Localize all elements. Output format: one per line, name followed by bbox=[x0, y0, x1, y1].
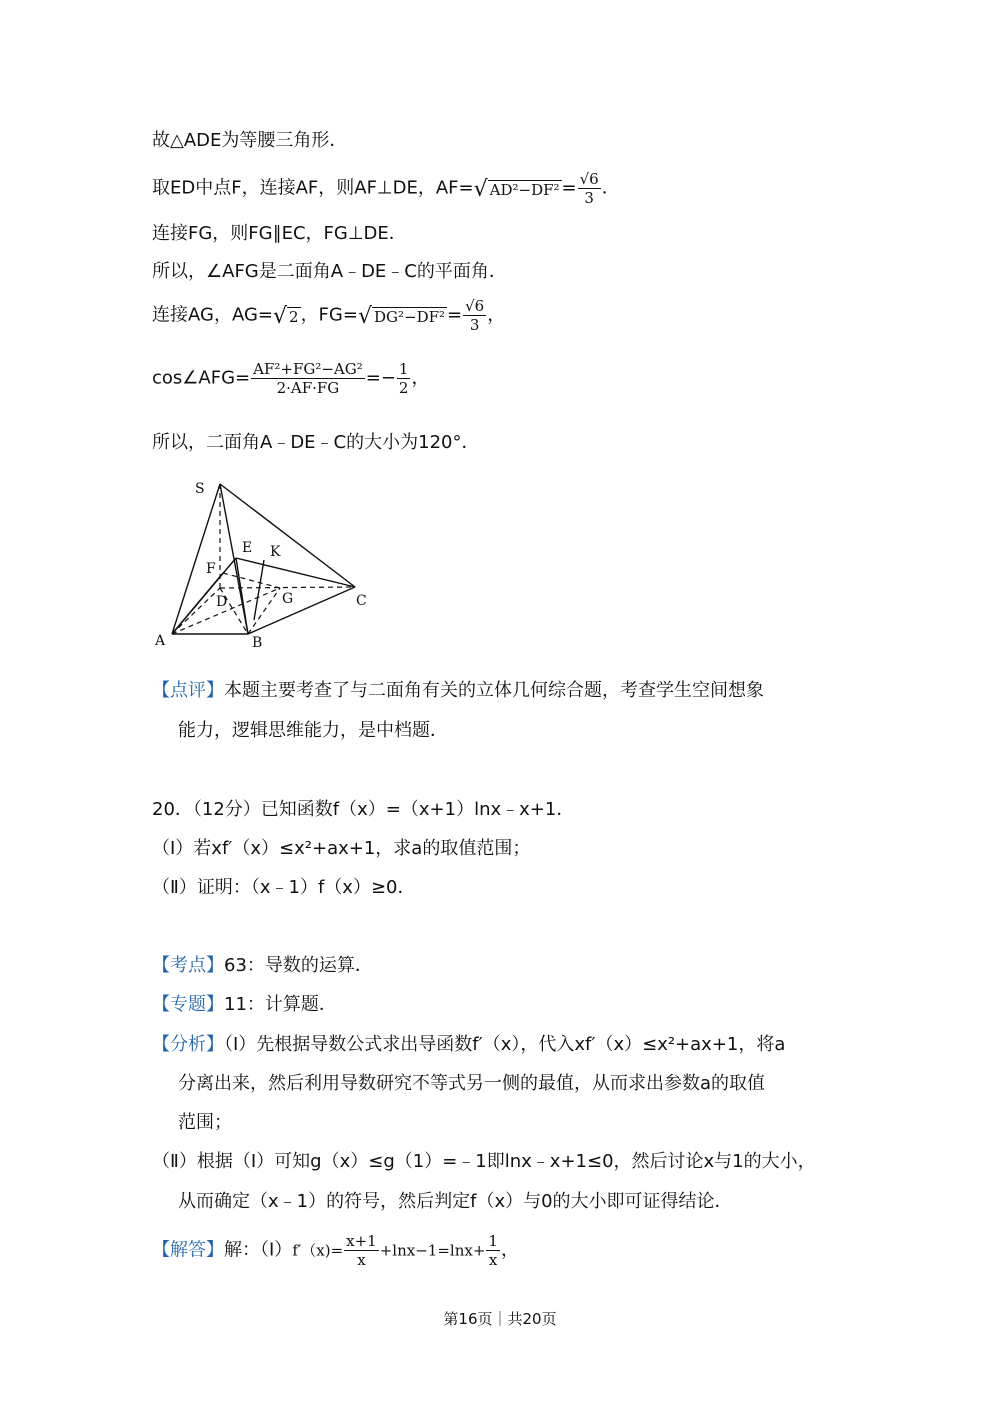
numerator: x+1 bbox=[346, 1232, 377, 1250]
comment-text: 本题主要考查了与二面角有关的立体几何综合题，考查学生空间想象 bbox=[224, 680, 764, 701]
fenxi-line bbox=[178, 1189, 733, 1215]
fraction bbox=[486, 1232, 500, 1269]
line-text: 所以，∠AFG是二面角A﹣DE﹣C的平面角． bbox=[152, 261, 507, 282]
fraction bbox=[344, 1232, 379, 1269]
denominator: 3 bbox=[584, 189, 594, 207]
zhuanti-tag: 【专题】 bbox=[152, 994, 224, 1015]
punct: ， bbox=[411, 367, 430, 389]
problem-title: 20．（12分）已知函数f（x）=（x+1）lnx﹣x+1． bbox=[152, 799, 575, 820]
dash-FG bbox=[223, 573, 280, 588]
zhuanti-text: 11：计算题． bbox=[224, 994, 337, 1015]
fenxi-line bbox=[178, 1071, 765, 1097]
line-text: 取ED中点F，连接AF，则AF⊥DE，AF= bbox=[152, 177, 474, 199]
jieda-line bbox=[152, 1232, 519, 1269]
label-G: G bbox=[282, 591, 294, 607]
fenxi-line bbox=[152, 1149, 816, 1175]
equals: = bbox=[561, 177, 577, 199]
text-line bbox=[152, 297, 505, 334]
text-line bbox=[152, 259, 507, 285]
equals: =− bbox=[365, 367, 396, 389]
line-text: cos∠AFG= bbox=[152, 367, 251, 389]
label-A: A bbox=[155, 633, 166, 649]
comment-tag: 【点评】 bbox=[152, 680, 224, 701]
numerator: AF²+FG²−AG² bbox=[253, 360, 363, 378]
label-D: D bbox=[216, 594, 228, 610]
equals: = bbox=[447, 304, 463, 326]
label-F: F bbox=[206, 561, 216, 577]
line-text: 故△ADE为等腰三角形． bbox=[152, 130, 348, 151]
jieda-text: 解：（Ⅰ） bbox=[224, 1239, 293, 1261]
numerator: √6 bbox=[579, 170, 599, 188]
problem-part2: （Ⅱ）证明：（x﹣1）f（x）≥0． bbox=[152, 877, 416, 898]
label-K: K bbox=[270, 544, 281, 560]
denominator: 2·AF·FG bbox=[276, 379, 340, 397]
problem-part1: （Ⅰ）若xf′（x）≤x²+ax+1，求a的取值范围； bbox=[152, 838, 531, 859]
line-text: 连接FG，则FG∥EC，FG⊥DE． bbox=[152, 223, 407, 244]
sqrt-expression: √ 2 bbox=[272, 303, 299, 329]
jieda-math: +lnx−1=lnx+ bbox=[379, 1241, 486, 1260]
denominator: x bbox=[357, 1251, 366, 1269]
numerator: √6 bbox=[465, 297, 485, 315]
label-E: E bbox=[242, 540, 253, 556]
sqrt-argument: 2 bbox=[289, 307, 299, 326]
fraction bbox=[463, 297, 486, 334]
fenxi-line bbox=[152, 1032, 785, 1058]
text-line bbox=[152, 360, 429, 397]
jieda-tag: 【解答】 bbox=[152, 1239, 224, 1261]
text-line bbox=[152, 430, 479, 456]
line-text: ，FG= bbox=[300, 304, 358, 326]
sqrt-expression: √ AD²−DF² bbox=[473, 176, 560, 202]
denominator: 2 bbox=[398, 379, 409, 397]
fenxi-line bbox=[178, 1110, 232, 1136]
fenxi-text: 分离出来，然后利用导数研究不等式另一侧的最值，从而求出参数a的取值 bbox=[178, 1073, 766, 1094]
fenxi-text: 从而确定（x﹣1）的符号，然后判定f（x）与0的大小即可证得结论． bbox=[178, 1191, 733, 1212]
numerator: 1 bbox=[398, 360, 409, 378]
text-line bbox=[152, 170, 620, 207]
fenxi-text: 范围； bbox=[178, 1112, 232, 1133]
sqrt-argument: DG²−DF² bbox=[373, 307, 446, 326]
fraction bbox=[397, 360, 411, 397]
edge-SA bbox=[172, 484, 220, 634]
edge-EC bbox=[236, 558, 355, 587]
comment-text: 能力，逻辑思维能力，是中档题． bbox=[178, 720, 448, 741]
page-footer: 第16页｜共20页 bbox=[443, 1310, 557, 1328]
jieda-math: f′（x)= bbox=[292, 1241, 344, 1260]
punct: ． bbox=[601, 177, 620, 199]
numerator: 1 bbox=[488, 1232, 498, 1250]
edge-EB bbox=[236, 558, 248, 634]
punct: ， bbox=[500, 1239, 519, 1261]
kaodian-line bbox=[152, 953, 373, 979]
edge-SC bbox=[220, 484, 355, 587]
segment-K bbox=[254, 560, 264, 620]
text-line bbox=[152, 221, 407, 247]
line-text: 连接AG，AG= bbox=[152, 304, 273, 326]
label-B: B bbox=[252, 635, 263, 651]
label-C: C bbox=[356, 593, 367, 609]
kaodian-text: 63：导数的运算． bbox=[224, 955, 373, 976]
geometry-figure bbox=[150, 470, 390, 655]
fenxi-text: （Ⅰ）先根据导数公式求出导函数f′（x），代入xf′（x）≤x²+ax+1，将a bbox=[224, 1034, 786, 1055]
fraction bbox=[578, 170, 601, 207]
comment-line bbox=[178, 718, 448, 744]
punct: ， bbox=[487, 304, 506, 326]
text-line bbox=[152, 128, 347, 154]
line-text: 所以，二面角A﹣DE﹣C的大小为120°． bbox=[152, 432, 480, 453]
sqrt-argument: AD²−DF² bbox=[489, 180, 560, 199]
sqrt-expression: √ DG²−DF² bbox=[357, 303, 446, 329]
zhuanti-line bbox=[152, 992, 337, 1018]
denominator: x bbox=[488, 1251, 498, 1269]
denominator: 3 bbox=[469, 316, 480, 334]
kaodian-tag: 【考点】 bbox=[152, 955, 224, 976]
fenxi-tag: 【分析】 bbox=[152, 1034, 224, 1055]
fraction bbox=[251, 360, 365, 397]
comment-line bbox=[152, 678, 764, 704]
fenxi-text: （Ⅱ）根据（I）可知g（x）≤g（1）=﹣1即lnx﹣x+1≤0，然后讨论x与1的大小， bbox=[152, 1151, 816, 1172]
label-S: S bbox=[195, 481, 205, 497]
